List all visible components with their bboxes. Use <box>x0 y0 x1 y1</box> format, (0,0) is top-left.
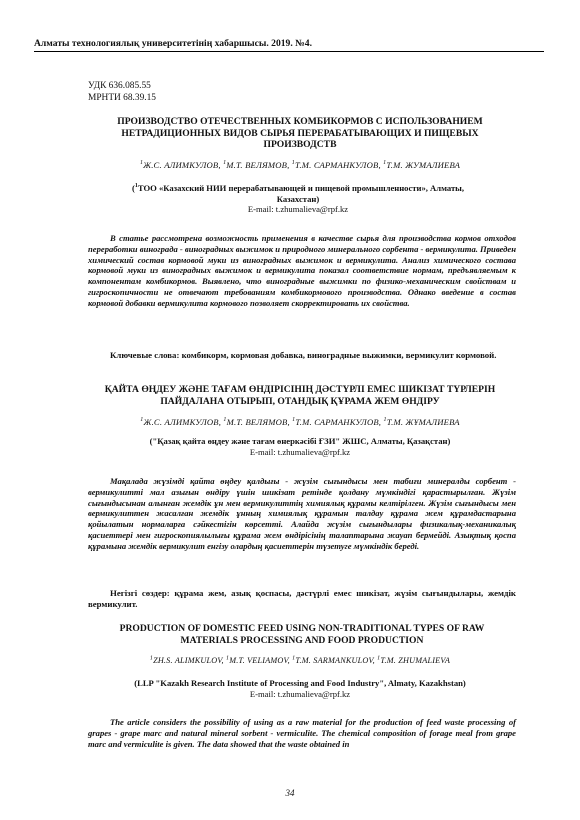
kz-abstract-block <box>88 476 516 552</box>
journal-header: Алматы технологиялық университетінің хабаршысы. 2019. №4. <box>34 38 544 52</box>
author: ZH.S. ALIMKULOV, <box>153 656 224 665</box>
kz-keywords-block <box>88 588 516 610</box>
kz-title-block <box>88 384 512 407</box>
en-abstract-block <box>88 717 516 749</box>
author: Ж.С. АЛИМКУЛОВ, <box>143 417 222 427</box>
ru-title: ПРОИЗВОДСТВО ОТЕЧЕСТВЕННЫХ КОМБИКОРМОВ С ИСПОЛЬЗОВАНИЕМ НЕТРАДИЦИОННЫХ ВИДОВ СЫРЬЯ ПЕРЕРАБАТЫВАЮЩИХ И ПИЩЕВЫХ ПРОИЗВОДСТВ <box>117 116 483 150</box>
ru-title-block <box>88 116 512 151</box>
en-title-block <box>110 623 494 646</box>
en-affiliation-block <box>88 678 512 699</box>
kz-email: E-mail: t.zhumalieva@rpf.kz <box>249 446 351 457</box>
ru-abstract-block <box>88 233 516 309</box>
udc-code: УДК 636.085.55 <box>88 81 151 91</box>
author: Ж.С. АЛИМКУЛОВ, <box>143 160 221 170</box>
author: Т.М. ЖҰМАЛИЕВА <box>386 417 460 427</box>
ru-email: E-mail: t.zhumalieva@rpf.kz <box>247 204 349 214</box>
ru-authors: $^1$Ж.С. АЛИМКУЛОВ, $^1$М.Т. ВЕЛЯМОВ, $^1$Т.М. САРМАНКУЛОВ, $^1$Т.М. ЖУМАЛИЕВА <box>139 160 461 170</box>
en-affiliation: (LLP "Kazakh Research Institute of Processing and Food Industry", Almaty, Kazakhstan) <box>134 678 466 688</box>
classification-codes <box>88 81 156 104</box>
author: M.T. VELIAMOV, <box>229 656 290 665</box>
author: T.M. ZHUMALIEVA <box>380 656 451 665</box>
ru-affiliation-block <box>118 183 478 215</box>
author: T.M. SARMANKULOV, <box>295 656 375 665</box>
ru-keywords: Ключевые слова: комбикорм, кормовая добавка, виноградные выжимки, вермикулит кормовой. <box>110 350 497 360</box>
en-abstract: The article considers the possibility of using as a raw material for the production of feed waste processing of grapes - grape marc and natural mineral sorbent - vermiculite. The chemical composition of forage meal from grape marc and vermiculite is given. The data showed that the waste obtained in <box>88 717 516 749</box>
page-number: 34 <box>285 788 295 798</box>
ru-abstract: В статье рассмотрена возможность применения в качестве сырья для производства кормов отходов переработки винограда - виноградных выжимок и природного минерального сорбента - вермикулита. Приведен химический состав кормовой муки из виноградных выжимок и вермикулита. Анализ химического состава кормовой муки из виноградных выжимок и вермикулита показал соответствие нормам, предъявляемым к компонентам комбикормов. Выявлено, что виноградные выжимки по физико-механическим свойствам и гигроскопичности не отвечают требованиям комбикормового производства. Однако введение в состав кормовой добавки вермикулита кормового позволяет скорректировать их свойства. <box>88 233 516 308</box>
ru-affiliation: ($^1$ТОО «Казахский НИИ перерабатывающей и пищевой промышленности», Алматы, Казахстан) <box>131 183 465 204</box>
grnti-code: МРНТИ 68.39.15 <box>88 92 156 103</box>
ru-keywords-block <box>88 350 516 361</box>
author: М.Т. ВЕЛЯМОВ, <box>226 417 290 427</box>
en-authors: $^1$ZH.S. ALIMKULOV, $^1$M.T. VELIAMOV, $^1$T.M. SARMANKULOV, $^1$T.M. ZHUMALIEVA <box>149 655 451 665</box>
kz-title: ҚАЙТА ӨҢДЕУ ЖӘНЕ ТАҒАМ ӨНДІРІСІНІҢ ДӘСТҮРЛІ ЕМЕС ШИКІЗАТ ТҮРЛЕРІН ПАЙДАЛАНА ОТЫРЫП, ОТАНДЫҚ ҚҰРАМА ЖЕМ ӨНДІРУ <box>104 384 496 407</box>
en-email: E-mail: t.zhumalieva@rpf.kz <box>249 688 351 699</box>
author: Т.М. САРМАНКУЛОВ, <box>295 417 382 427</box>
author: М.Т. ВЕЛЯМОВ, <box>226 160 290 170</box>
kz-abstract: Мақалада жүзімді қайта өңдеу қалдығы - жүзім сығындысы мен табиғи минералды сорбент - вермикулитті мал азығын өндіру үшін шикізат ретінде қолдану мүмкіндігі қарастырылған. Жүзім сығындысынан алынған жемдік ұн мен вермикулиттің химиялық құрамы келтірілген. Жүзім сығындысы мен вермикулиттен жасалған жемдік ұнның химиялық құрамын талдау құрама жем құрамдастарына қойылатын нормаларға сәйкестігін көрсетті. Алайда жүзім сығындылары физикалық-механикалық қасиеттері мен гигроскопиялылығы құрама жем өндірісінің талаптарына жауап бермейді. Азықтық қоспа құрамына жемдік вермикулит енгізу олардың қасиеттерін түзетуге мүмкіндік береді. <box>88 476 516 551</box>
author: Т.М. ЖУМАЛИЕВА <box>386 160 461 170</box>
kz-affiliation: ("Қазақ қайта өңдеу және тағам өнеркәсібі ҒЗИ" ЖШС, Алматы, Қазақстан) <box>149 436 451 446</box>
kz-keywords: Негізгі сөздер: құрама жем, азық қоспасы, дәстүрлі емес шикізат, жүзім сығындылары, жемдік вермикулит. <box>88 588 516 609</box>
kz-affiliation-block <box>88 436 512 457</box>
author: Т.М. САРМАНКУЛОВ, <box>295 160 381 170</box>
en-title: PRODUCTION OF DOMESTIC FEED USING NON-TRADITIONAL TYPES OF RAW MATERIALS PROCESSING AND FOOD PRODUCTION <box>119 623 485 646</box>
kz-authors: $^1$Ж.С. АЛИМКУЛОВ, $^1$М.Т. ВЕЛЯМОВ, $^1$Т.М. САРМАНКУЛОВ, $^1$Т.М. ЖҰМАЛИЕВА <box>140 417 460 427</box>
